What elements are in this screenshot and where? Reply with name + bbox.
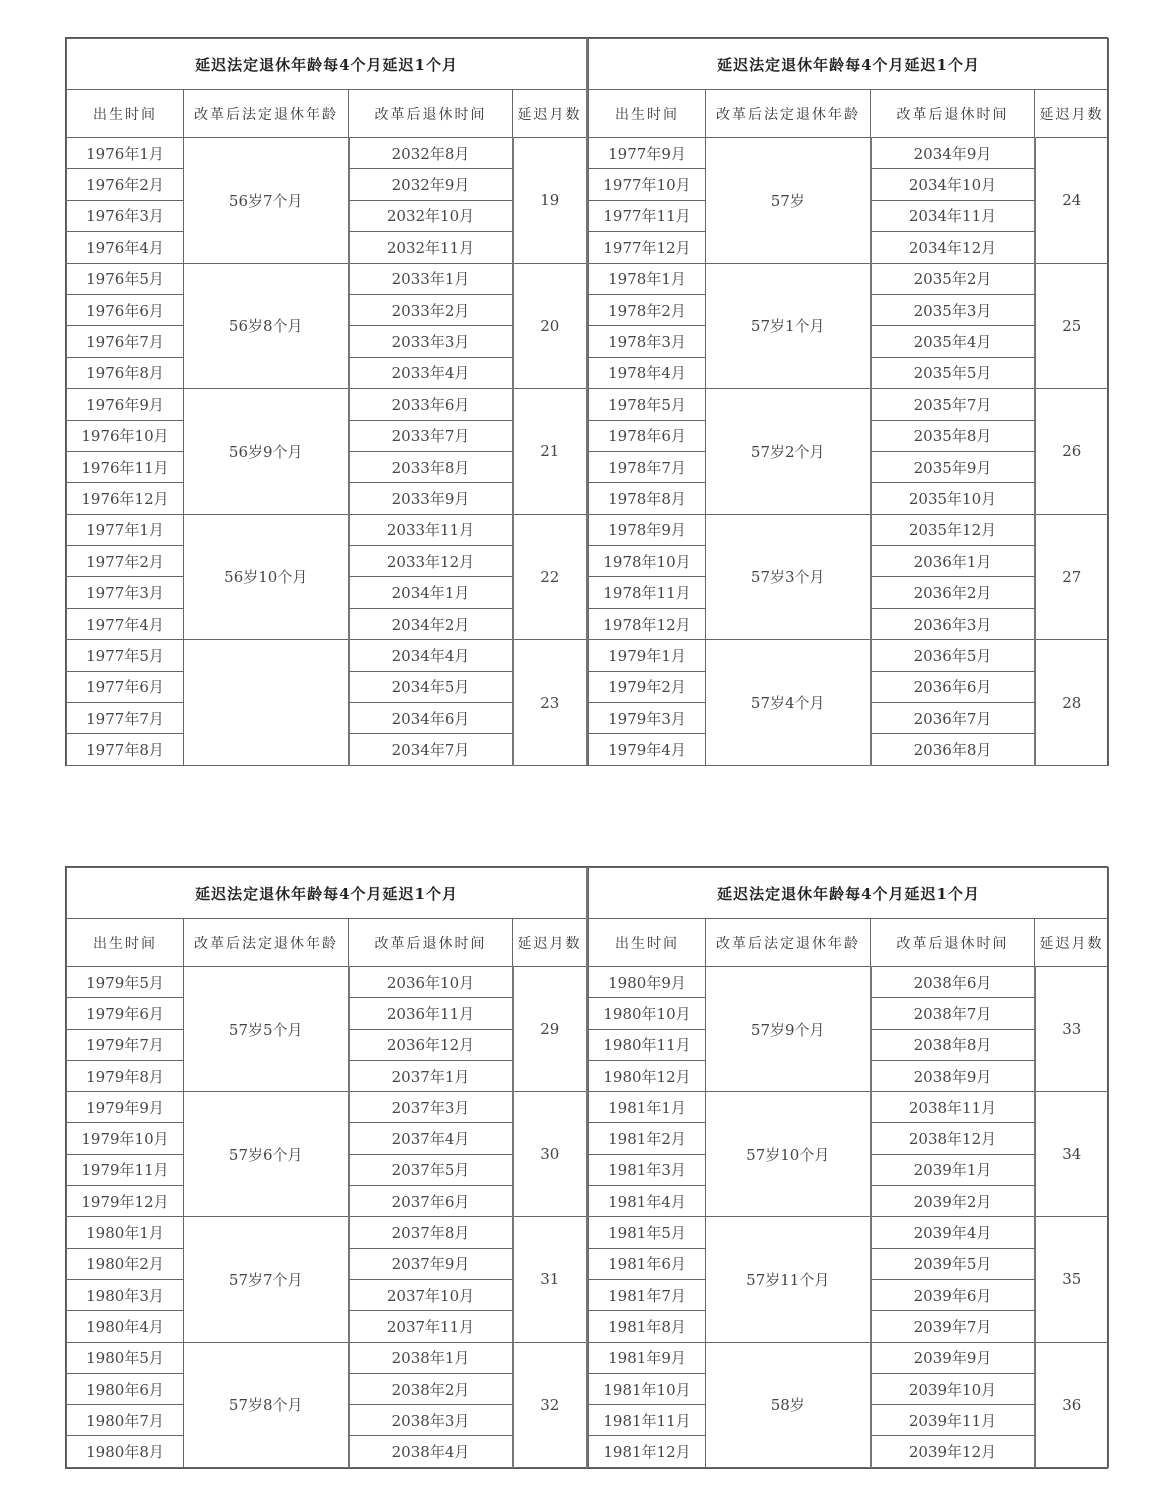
column-header: 延迟月数 [513,90,587,138]
column-header: 改革后退休时间 [349,90,513,138]
delay-months-cell: 27 [1035,514,1109,640]
birth-date-cell: 1976年9月 [67,389,184,420]
retirement-date-cell: 2036年3月 [871,608,1035,639]
birth-date-cell: 1979年4月 [589,734,706,765]
birth-date-cell: 1980年6月 [67,1373,184,1404]
birth-date-cell: 1981年5月 [589,1217,706,1248]
birth-date-cell: 1978年4月 [589,357,706,388]
header-row [67,919,587,967]
retirement-date-cell: 2039年4月 [871,1217,1035,1248]
birth-date-cell: 1977年12月 [589,232,706,263]
retirement-date-cell: 2033年6月 [349,389,513,420]
retirement-date-cell: 2036年10月 [349,967,513,998]
birth-date-cell: 1978年7月 [589,451,706,482]
delay-months-cell: 22 [513,514,587,640]
birth-date-cell: 1977年4月 [67,608,184,639]
table-title: 延迟法定退休年龄每4个月延迟1个月 [589,39,1109,90]
retirement-age-cell: 56岁10个月 [184,514,349,640]
title-row [589,868,1109,919]
retirement-date-cell: 2036年8月 [871,734,1035,765]
birth-date-cell: 1979年10月 [67,1123,184,1154]
retirement-age-cell [184,640,349,766]
retirement-date-cell: 2032年10月 [349,200,513,231]
retirement-date-cell: 2034年7月 [349,734,513,765]
delay-months-cell: 35 [1035,1217,1109,1342]
retirement-date-cell: 2038年7月 [871,998,1035,1029]
retirement-date-cell: 2038年8月 [871,1029,1035,1060]
retirement-date-cell: 2035年5月 [871,357,1035,388]
delay-months-cell: 28 [1035,640,1109,766]
table-row [589,263,1109,294]
retirement-date-cell: 2033年12月 [349,546,513,577]
birth-date-cell: 1981年3月 [589,1154,706,1185]
retirement-date-cell: 2037年11月 [349,1311,513,1342]
delay-months-cell: 34 [1035,1092,1109,1217]
birth-date-cell: 1981年9月 [589,1342,706,1373]
retirement-age-cell: 56岁7个月 [184,138,349,264]
birth-date-cell: 1980年7月 [67,1405,184,1436]
birth-date-cell: 1980年10月 [589,998,706,1029]
column-header: 出生时间 [589,919,706,967]
birth-date-cell: 1979年11月 [67,1154,184,1185]
column-header: 延迟月数 [1035,919,1109,967]
retirement-date-cell: 2036年2月 [871,577,1035,608]
retirement-age-cell: 56岁8个月 [184,263,349,389]
delay-months-cell: 23 [513,640,587,766]
column-header: 改革后法定退休年龄 [184,919,349,967]
birth-date-cell: 1980年3月 [67,1279,184,1310]
birth-date-cell: 1979年7月 [67,1029,184,1060]
birth-date-cell: 1978年5月 [589,389,706,420]
table-row [67,514,587,545]
birth-date-cell: 1980年8月 [67,1436,184,1467]
retirement-age-cell: 57岁11个月 [706,1217,871,1342]
birth-date-cell: 1977年5月 [67,640,184,671]
birth-date-cell: 1976年7月 [67,326,184,357]
column-header: 改革后退休时间 [871,90,1035,138]
table-row [67,1342,587,1373]
retirement-date-cell: 2034年12月 [871,232,1035,263]
birth-date-cell: 1976年6月 [67,294,184,325]
retirement-age-cell: 56岁9个月 [184,389,349,515]
delay-months-cell: 36 [1035,1342,1109,1467]
retirement-date-cell: 2034年11月 [871,200,1035,231]
retirement-age-cell: 57岁3个月 [706,514,871,640]
retirement-date-cell: 2035年8月 [871,420,1035,451]
table-block-top [65,37,1108,766]
header-row [589,919,1109,967]
retirement-date-cell: 2038年3月 [349,1405,513,1436]
retirement-age-cell: 57岁1个月 [706,263,871,389]
table-row [67,138,587,169]
table-row [67,263,587,294]
retirement-date-cell: 2039年1月 [871,1154,1035,1185]
retirement-date-cell: 2032年9月 [349,169,513,200]
retirement-age-cell: 57岁4个月 [706,640,871,766]
retirement-date-cell: 2038年9月 [871,1060,1035,1091]
retirement-date-cell: 2035年4月 [871,326,1035,357]
birth-date-cell: 1976年10月 [67,420,184,451]
retirement-date-cell: 2037年8月 [349,1217,513,1248]
birth-date-cell: 1976年11月 [67,451,184,482]
birth-date-cell: 1978年12月 [589,608,706,639]
delay-months-cell: 25 [1035,263,1109,389]
delay-months-cell: 19 [513,138,587,264]
birth-date-cell: 1978年11月 [589,577,706,608]
retirement-date-cell: 2033年4月 [349,357,513,388]
table-row [67,640,587,671]
retirement-table [66,867,587,1468]
table-row [589,138,1109,169]
retirement-table [588,867,1109,1468]
table-row [589,1342,1109,1373]
retirement-date-cell: 2037年3月 [349,1092,513,1123]
retirement-date-cell: 2038年4月 [349,1436,513,1467]
birth-date-cell: 1981年2月 [589,1123,706,1154]
column-header: 改革后退休时间 [349,919,513,967]
birth-date-cell: 1979年12月 [67,1186,184,1217]
birth-date-cell: 1977年10月 [589,169,706,200]
column-header: 延迟月数 [513,919,587,967]
table-title: 延迟法定退休年龄每4个月延迟1个月 [589,868,1109,919]
birth-date-cell: 1981年12月 [589,1436,706,1467]
retirement-age-cell: 57岁6个月 [184,1092,349,1217]
retirement-date-cell: 2034年5月 [349,671,513,702]
retirement-date-cell: 2038年2月 [349,1373,513,1404]
title-row [67,39,587,90]
birth-date-cell: 1980年1月 [67,1217,184,1248]
delay-months-cell: 29 [513,967,587,1092]
birth-date-cell: 1979年5月 [67,967,184,998]
column-header: 出生时间 [67,919,184,967]
retirement-date-cell: 2039年7月 [871,1311,1035,1342]
table-title: 延迟法定退休年龄每4个月延迟1个月 [67,39,587,90]
birth-date-cell: 1977年1月 [67,514,184,545]
birth-date-cell: 1979年6月 [67,998,184,1029]
column-header: 改革后法定退休年龄 [184,90,349,138]
retirement-date-cell: 2039年6月 [871,1279,1035,1310]
retirement-date-cell: 2034年2月 [349,608,513,639]
column-header: 出生时间 [589,90,706,138]
birth-date-cell: 1981年10月 [589,1373,706,1404]
retirement-date-cell: 2036年12月 [349,1029,513,1060]
column-header: 改革后法定退休年龄 [706,90,871,138]
retirement-date-cell: 2035年10月 [871,483,1035,514]
table-half [588,38,1108,765]
birth-date-cell: 1981年8月 [589,1311,706,1342]
table-row [67,389,587,420]
table-row [589,514,1109,545]
retirement-date-cell: 2036年6月 [871,671,1035,702]
birth-date-cell: 1980年11月 [589,1029,706,1060]
table-block-bottom [65,866,1108,1469]
retirement-age-cell: 57岁10个月 [706,1092,871,1217]
birth-date-cell: 1977年11月 [589,200,706,231]
delay-months-cell: 30 [513,1092,587,1217]
birth-date-cell: 1977年3月 [67,577,184,608]
birth-date-cell: 1979年8月 [67,1060,184,1091]
retirement-date-cell: 2037年4月 [349,1123,513,1154]
birth-date-cell: 1980年2月 [67,1248,184,1279]
table-half [66,38,586,765]
birth-date-cell: 1979年1月 [589,640,706,671]
birth-date-cell: 1980年5月 [67,1342,184,1373]
table-row [589,389,1109,420]
birth-date-cell: 1981年6月 [589,1248,706,1279]
birth-date-cell: 1978年1月 [589,263,706,294]
table-row [589,967,1109,998]
birth-date-cell: 1976年8月 [67,357,184,388]
retirement-date-cell: 2038年6月 [871,967,1035,998]
table-row [589,1217,1109,1248]
column-header: 改革后退休时间 [871,919,1035,967]
retirement-date-cell: 2034年1月 [349,577,513,608]
delay-months-cell: 26 [1035,389,1109,515]
table-half [588,867,1108,1468]
retirement-date-cell: 2039年5月 [871,1248,1035,1279]
retirement-table [66,38,587,766]
birth-date-cell: 1980年12月 [589,1060,706,1091]
retirement-age-cell: 57岁8个月 [184,1342,349,1467]
birth-date-cell: 1977年6月 [67,671,184,702]
birth-date-cell: 1980年4月 [67,1311,184,1342]
birth-date-cell: 1976年2月 [67,169,184,200]
retirement-date-cell: 2033年11月 [349,514,513,545]
birth-date-cell: 1976年5月 [67,263,184,294]
retirement-date-cell: 2036年7月 [871,703,1035,734]
retirement-date-cell: 2036年11月 [349,998,513,1029]
retirement-date-cell: 2034年9月 [871,138,1035,169]
retirement-date-cell: 2034年6月 [349,703,513,734]
table-row [589,640,1109,671]
birth-date-cell: 1976年4月 [67,232,184,263]
retirement-date-cell: 2039年2月 [871,1186,1035,1217]
table-row [589,1092,1109,1123]
retirement-date-cell: 2034年4月 [349,640,513,671]
header-row [589,90,1109,138]
birth-date-cell: 1981年7月 [589,1279,706,1310]
retirement-date-cell: 2034年10月 [871,169,1035,200]
retirement-date-cell: 2039年11月 [871,1405,1035,1436]
retirement-date-cell: 2035年12月 [871,514,1035,545]
retirement-date-cell: 2036年1月 [871,546,1035,577]
retirement-date-cell: 2033年1月 [349,263,513,294]
birth-date-cell: 1978年8月 [589,483,706,514]
retirement-date-cell: 2038年1月 [349,1342,513,1373]
retirement-age-cell: 57岁 [706,138,871,264]
delay-months-cell: 21 [513,389,587,515]
retirement-date-cell: 2037年5月 [349,1154,513,1185]
birth-date-cell: 1978年6月 [589,420,706,451]
retirement-date-cell: 2032年11月 [349,232,513,263]
title-row [589,39,1109,90]
retirement-date-cell: 2036年5月 [871,640,1035,671]
birth-date-cell: 1981年4月 [589,1186,706,1217]
delay-months-cell: 20 [513,263,587,389]
delay-months-cell: 33 [1035,967,1109,1092]
retirement-date-cell: 2038年12月 [871,1123,1035,1154]
table-title: 延迟法定退休年龄每4个月延迟1个月 [67,868,587,919]
birth-date-cell: 1981年1月 [589,1092,706,1123]
retirement-age-cell: 58岁 [706,1342,871,1467]
delay-months-cell: 24 [1035,138,1109,264]
retirement-age-cell: 57岁7个月 [184,1217,349,1342]
birth-date-cell: 1977年7月 [67,703,184,734]
birth-date-cell: 1976年3月 [67,200,184,231]
retirement-table [588,38,1109,766]
birth-date-cell: 1979年2月 [589,671,706,702]
title-row [67,868,587,919]
birth-date-cell: 1978年10月 [589,546,706,577]
birth-date-cell: 1977年8月 [67,734,184,765]
retirement-date-cell: 2037年10月 [349,1279,513,1310]
column-header: 改革后法定退休年龄 [706,919,871,967]
delay-months-cell: 31 [513,1217,587,1342]
retirement-date-cell: 2033年7月 [349,420,513,451]
birth-date-cell: 1977年9月 [589,138,706,169]
retirement-date-cell: 2035年7月 [871,389,1035,420]
birth-date-cell: 1976年1月 [67,138,184,169]
delay-months-cell: 32 [513,1342,587,1467]
birth-date-cell: 1977年2月 [67,546,184,577]
retirement-date-cell: 2033年3月 [349,326,513,357]
table-row [67,1092,587,1123]
retirement-date-cell: 2033年9月 [349,483,513,514]
retirement-date-cell: 2039年10月 [871,1373,1035,1404]
retirement-date-cell: 2037年9月 [349,1248,513,1279]
birth-date-cell: 1979年9月 [67,1092,184,1123]
birth-date-cell: 1979年3月 [589,703,706,734]
birth-date-cell: 1981年11月 [589,1405,706,1436]
retirement-age-cell: 57岁9个月 [706,967,871,1092]
retirement-date-cell: 2037年1月 [349,1060,513,1091]
birth-date-cell: 1978年3月 [589,326,706,357]
retirement-date-cell: 2039年12月 [871,1436,1035,1467]
retirement-age-cell: 57岁2个月 [706,389,871,515]
table-row [67,967,587,998]
retirement-date-cell: 2037年6月 [349,1186,513,1217]
retirement-date-cell: 2035年2月 [871,263,1035,294]
retirement-date-cell: 2032年8月 [349,138,513,169]
table-row [67,1217,587,1248]
birth-date-cell: 1976年12月 [67,483,184,514]
header-row [67,90,587,138]
table-half [66,867,586,1468]
retirement-date-cell: 2035年3月 [871,294,1035,325]
column-header: 出生时间 [67,90,184,138]
retirement-date-cell: 2033年2月 [349,294,513,325]
birth-date-cell: 1978年9月 [589,514,706,545]
retirement-date-cell: 2038年11月 [871,1092,1035,1123]
retirement-date-cell: 2035年9月 [871,451,1035,482]
retirement-age-cell: 57岁5个月 [184,967,349,1092]
birth-date-cell: 1978年2月 [589,294,706,325]
column-header: 延迟月数 [1035,90,1109,138]
birth-date-cell: 1980年9月 [589,967,706,998]
retirement-date-cell: 2033年8月 [349,451,513,482]
retirement-date-cell: 2039年9月 [871,1342,1035,1373]
